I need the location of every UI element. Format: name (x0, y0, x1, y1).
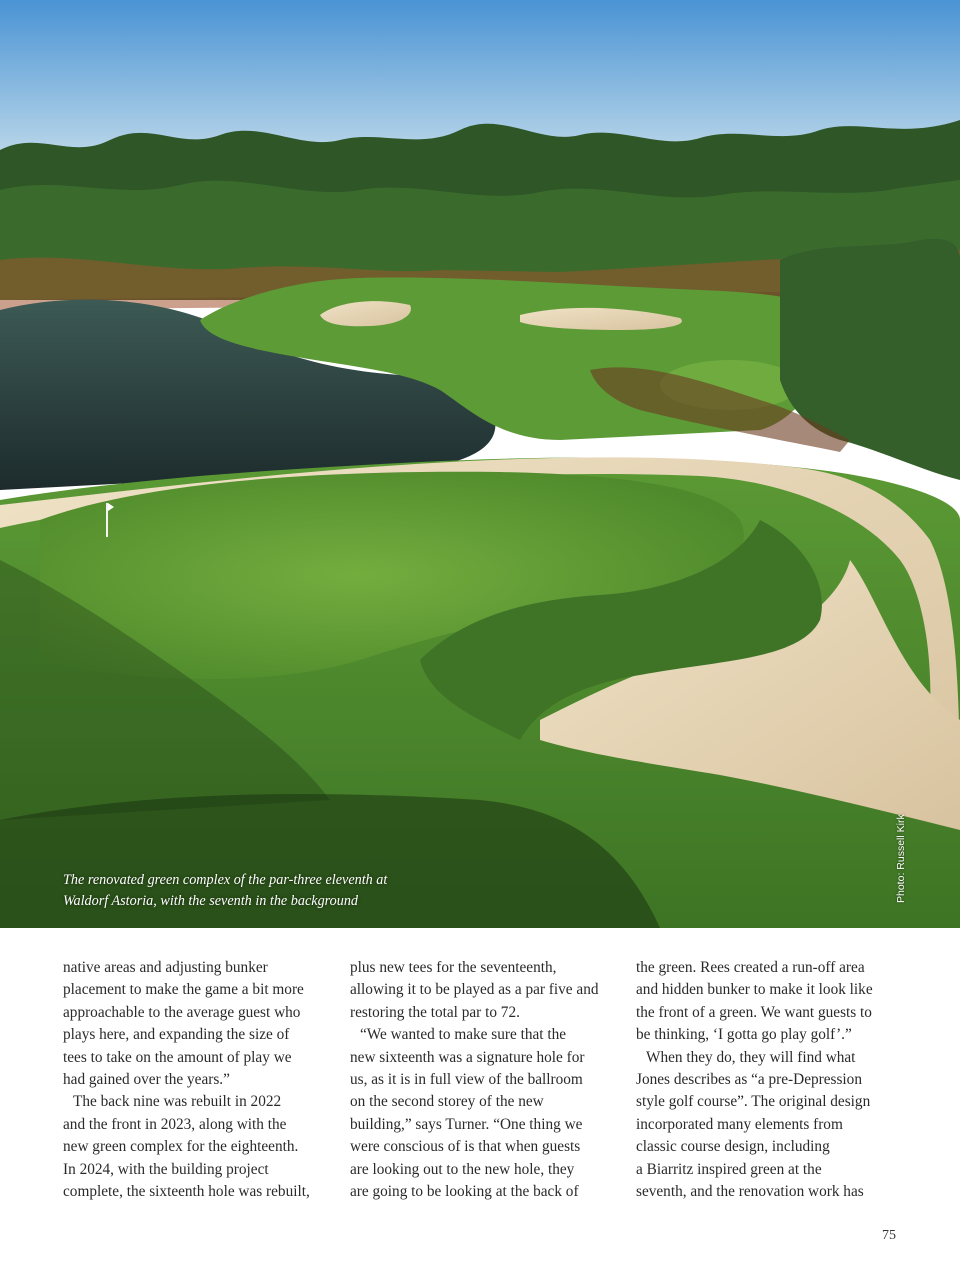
body-line: placement to make the game a bit more (63, 981, 304, 999)
body-line: The back nine was rebuilt in 2022 (73, 1093, 282, 1111)
body-line: had gained over the years.” (63, 1071, 230, 1089)
body-line: be thinking, ‘I gotta go play golf’.” (636, 1026, 852, 1044)
photo-caption (63, 870, 423, 912)
body-line: restoring the total par to 72. (350, 1003, 520, 1021)
body-line: a Biarritz inspired green at the (636, 1160, 822, 1178)
body-line: “We wanted to make sure that the (360, 1026, 567, 1044)
body-line: When they do, they will find what (646, 1048, 856, 1066)
body-line: on the second storey of the new (350, 1093, 544, 1111)
body-line: and the front in 2023, along with the (63, 1115, 287, 1133)
body-line: are looking out to the new hole, they (350, 1160, 575, 1178)
text-column-2 (350, 957, 620, 1203)
body-line: style golf course”. The original design (636, 1093, 871, 1111)
body-line: complete, the sixteenth hole was rebuilt, (63, 1183, 310, 1201)
caption-line: Waldorf Astoria, with the seventh in the background (63, 893, 359, 909)
body-line: seventh, and the renovation work has (636, 1183, 864, 1201)
body-line: were conscious of is that when guests (350, 1138, 581, 1156)
body-line: building,” says Turner. “One thing we (350, 1115, 583, 1133)
page-number: 75 (882, 1228, 896, 1243)
text-column-1 (63, 957, 333, 1203)
body-line: tees to take on the amount of play we (63, 1048, 292, 1066)
caption-line: The renovated green complex of the par-three eleventh at (63, 872, 388, 888)
body-line: Jones describes as “a pre-Depression (636, 1071, 862, 1089)
body-line: plus new tees for the seventeenth, (350, 959, 557, 976)
body-line: the green. Rees created a run-off area (636, 959, 865, 976)
photo-credit: Photo: Russell Kirk (895, 814, 907, 903)
body-line: allowing it to be played as a par five and (350, 981, 599, 999)
body-line: native areas and adjusting bunker (63, 959, 268, 976)
body-line: In 2024, with the building project (63, 1160, 269, 1178)
body-line: and hidden bunker to make it look like (636, 981, 873, 999)
body-line: the front of a green. We want guests to (636, 1003, 872, 1021)
body-line: new green complex for the eighteenth. (63, 1138, 299, 1156)
body-line: are going to be looking at the back of (350, 1183, 579, 1201)
body-line: new sixteenth was a signature hole for (350, 1048, 585, 1066)
body-line: us, as it is in full view of the ballroom (350, 1071, 583, 1089)
text-column-3 (636, 957, 906, 1203)
body-line: incorporated many elements from (636, 1115, 843, 1133)
body-line: classic course design, including (636, 1138, 830, 1156)
body-line: approachable to the average guest who (63, 1003, 301, 1021)
body-line: plays here, and expanding the size of (63, 1026, 290, 1044)
